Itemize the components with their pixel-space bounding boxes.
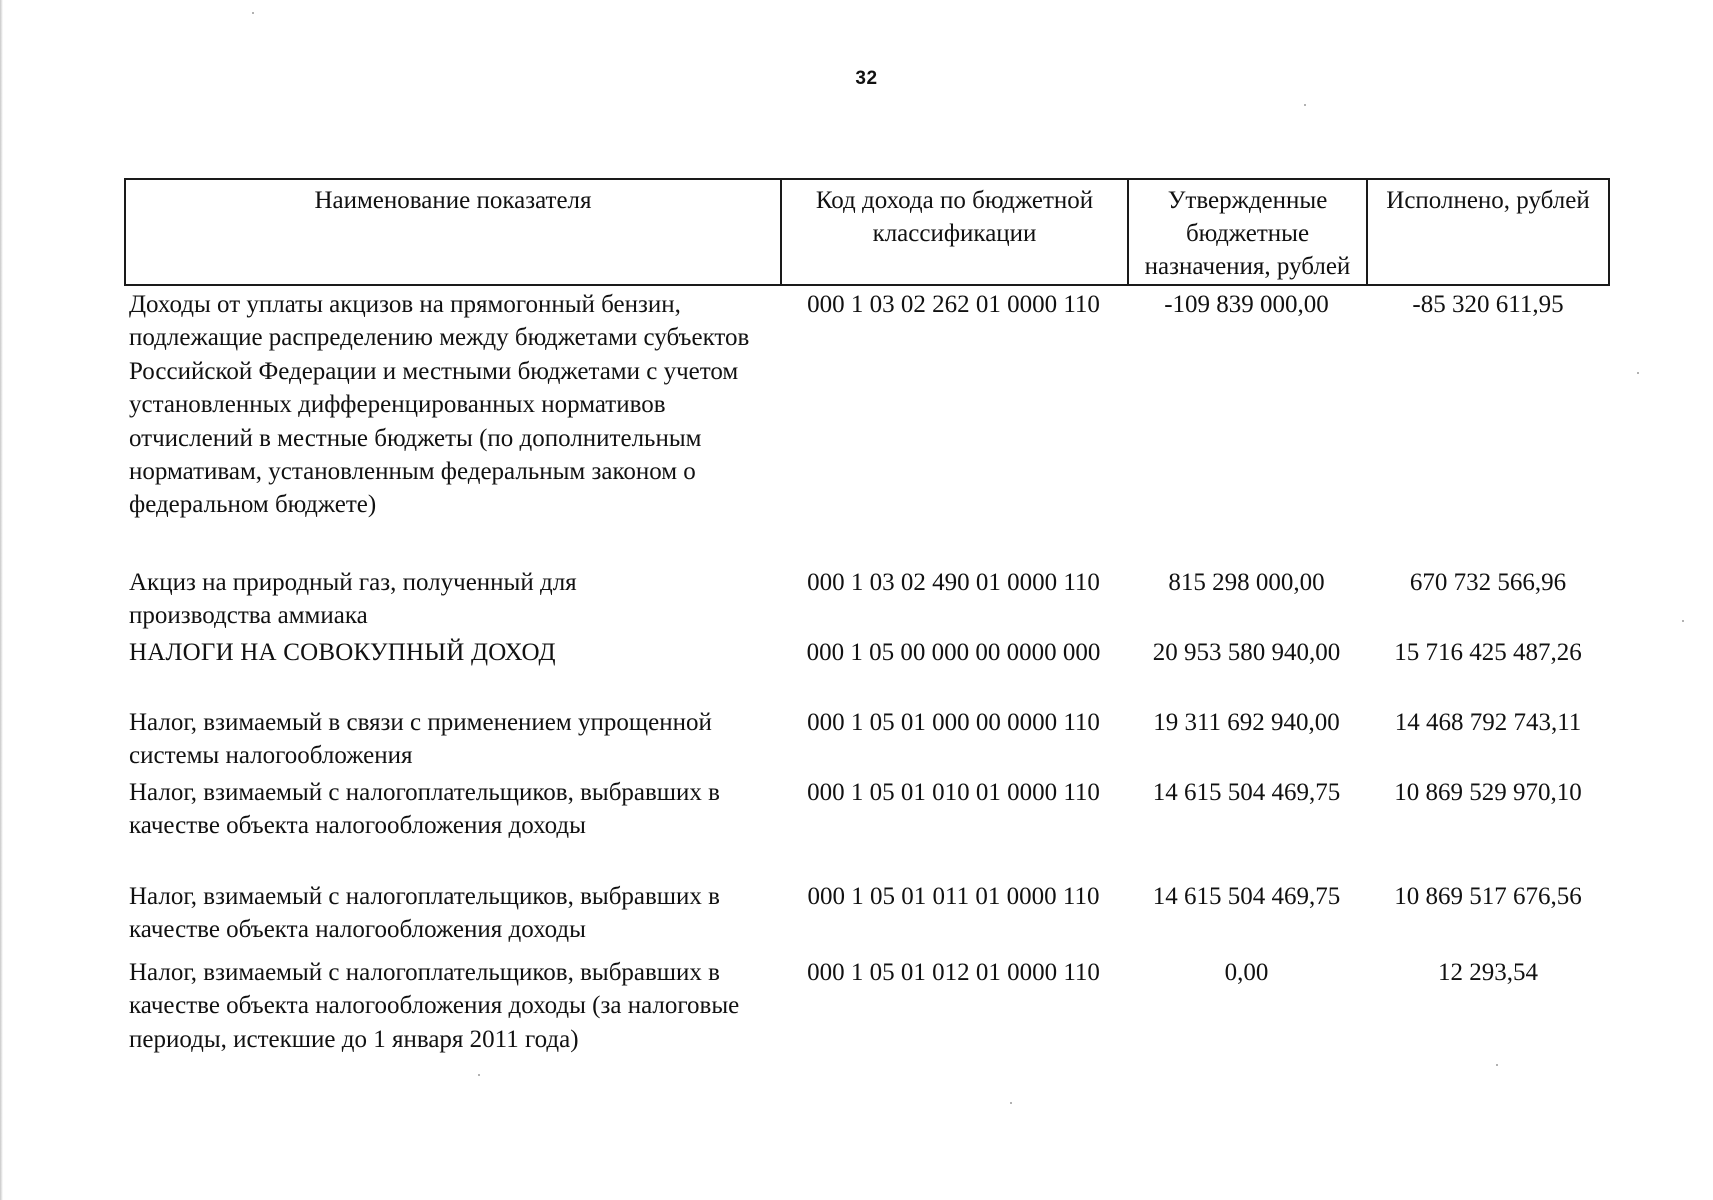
row-income-code: 000 1 05 01 000 00 0000 110 bbox=[807, 709, 1100, 736]
row-approved-amount: 14 615 504 469,75 bbox=[1152, 779, 1341, 806]
row-indicator-name: Налог, взимаемый с налогоплательщиков, выбравших в качестве объекта налогообложения доходы bbox=[129, 779, 720, 840]
row-approved-amount: -109 839 000,00 bbox=[1164, 291, 1329, 318]
header-approved: Утвержденные бюджетные назначения, рублей bbox=[1129, 180, 1368, 284]
header-indicator-name: Наименование показателя bbox=[126, 180, 782, 284]
row-approved-amount: 815 298 000,00 bbox=[1168, 569, 1325, 596]
scan-edge-shadow bbox=[0, 0, 3, 1200]
row-executed-amount: 670 732 566,96 bbox=[1409, 569, 1567, 596]
scan-speck bbox=[1496, 1064, 1498, 1066]
scan-speck bbox=[1010, 1102, 1012, 1104]
header-income-code: Код дохода по бюджетной классификации bbox=[782, 180, 1129, 284]
row-executed-amount: 14 468 792 743,11 bbox=[1394, 709, 1582, 736]
row-approved-amount: 0,00 bbox=[1224, 959, 1269, 986]
scan-speck bbox=[252, 12, 254, 14]
row-executed-amount: 12 293,54 bbox=[1438, 959, 1538, 986]
row-income-code: 000 1 03 02 490 01 0000 110 bbox=[807, 569, 1100, 596]
row-income-code: 000 1 05 01 010 01 0000 110 bbox=[807, 779, 1100, 806]
row-income-code: 000 1 05 01 012 01 0000 110 bbox=[807, 959, 1100, 986]
row-executed-amount: 10 869 529 970,10 bbox=[1394, 779, 1582, 806]
row-indicator-name: НАЛОГИ НА СОВОКУПНЫЙ ДОХОД bbox=[129, 639, 556, 666]
page-number: 32 bbox=[855, 68, 878, 89]
row-indicator-name: Налог, взимаемый с налогоплательщиков, выбравших в качестве объекта налогообложения доходы (за налоговые периоды, истекшие до 1 января 2011 года) bbox=[129, 959, 740, 1053]
header-executed: Исполнено, рублей bbox=[1386, 187, 1590, 214]
row-approved-amount: 19 311 692 940,00 bbox=[1153, 709, 1340, 736]
table-header bbox=[124, 178, 1610, 286]
row-income-code: 000 1 05 01 011 01 0000 110 bbox=[807, 883, 1100, 910]
row-income-code: 000 1 05 00 000 00 0000 000 bbox=[806, 639, 1101, 666]
row-approved-amount: 14 615 504 469,75 bbox=[1152, 883, 1341, 910]
scan-speck bbox=[1304, 104, 1306, 106]
row-indicator-name: Налог, взимаемый с налогоплательщиков, выбравших в качестве объекта налогообложения доходы bbox=[129, 883, 720, 944]
row-approved-amount: 20 953 580 940,00 bbox=[1152, 639, 1341, 666]
row-income-code: 000 1 03 02 262 01 0000 110 bbox=[807, 291, 1100, 318]
row-executed-amount: 10 869 517 676,56 bbox=[1394, 883, 1582, 910]
row-executed-amount: 15 716 425 487,26 bbox=[1394, 639, 1582, 666]
row-indicator-name: Акциз на природный газ, полученный для производства аммиака bbox=[129, 569, 577, 630]
scan-speck bbox=[1637, 372, 1639, 374]
row-indicator-name: Доходы от уплаты акцизов на прямогонный бензин, подлежащие распределению между бюджетами субъектов Российской Федерации и местными бюджетами с учетом установленных дифференцированных нормативов отчислений в местные бюджеты (по дополнительным нормативам, установленным федеральным законом о федеральном бюджете) bbox=[129, 291, 750, 519]
row-executed-amount: -85 320 611,95 bbox=[1412, 291, 1564, 318]
scan-speck bbox=[1682, 620, 1684, 622]
scan-speck bbox=[478, 1074, 480, 1076]
row-indicator-name: Налог, взимаемый в связи с применением упрощенной системы налогообложения bbox=[129, 709, 712, 770]
